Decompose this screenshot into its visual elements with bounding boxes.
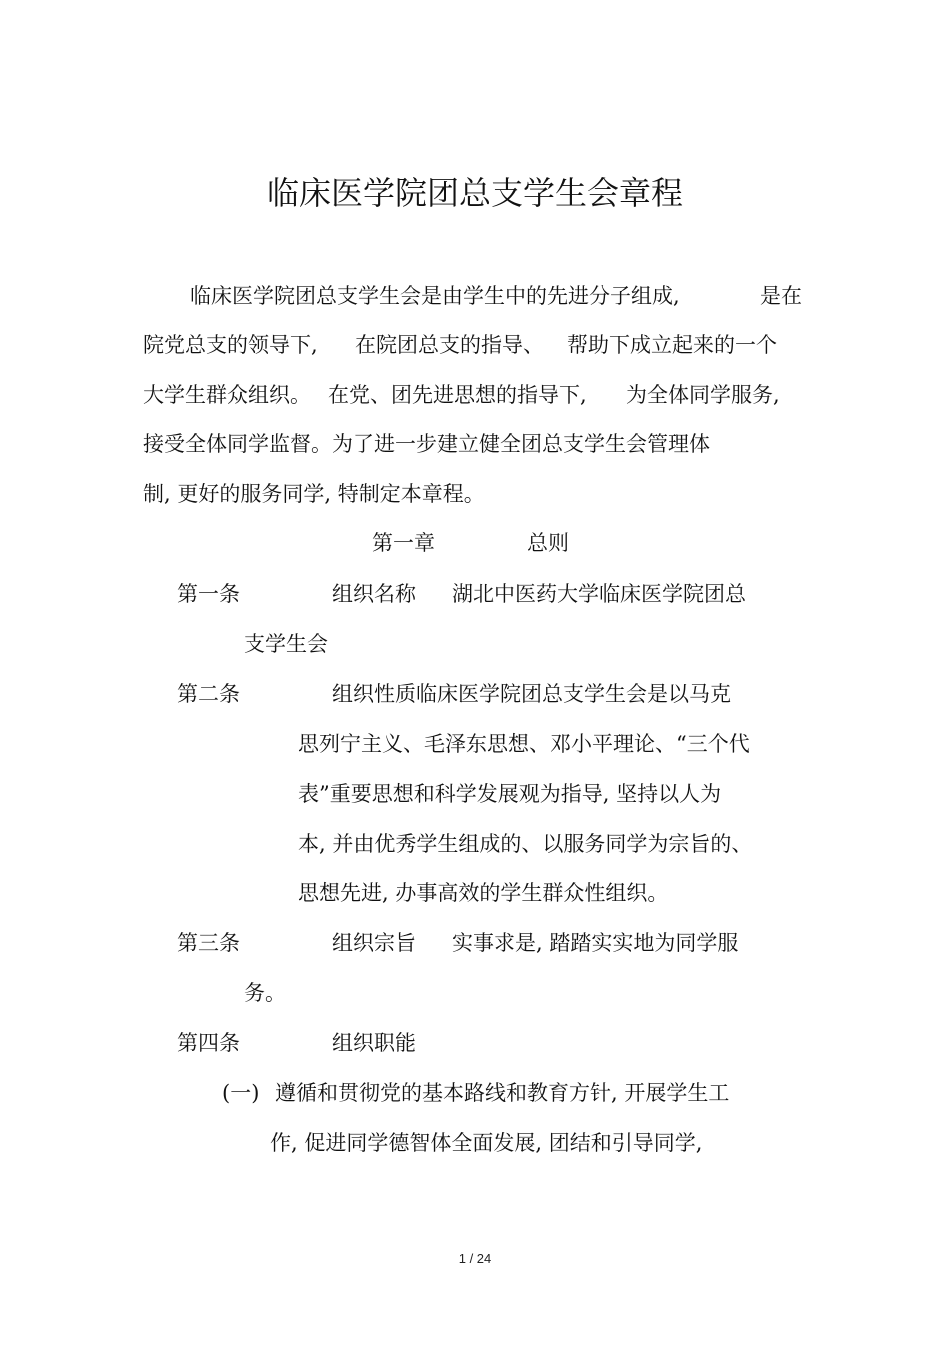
article-continuation: 务。 (244, 981, 286, 1005)
preamble-line-2b: 在院团总支的指导、 (355, 333, 544, 357)
article-text: 实事求是, 踏踏实实地为同学服 (452, 931, 739, 955)
preamble-line-4: 接受全体同学监督。为了进一步建立健全团总支学生会管理体 (143, 432, 710, 456)
chapter-name: 总则 (527, 531, 569, 555)
article-continuation: 本, 并由优秀学生组成的、以服务同学为宗旨的、 (298, 832, 753, 856)
article-number: 第三条 (177, 931, 240, 955)
chapter-number: 第一章 (372, 531, 435, 555)
preamble-line-3b: 在党、团先进思想的指导下, (328, 383, 587, 407)
article-continuation: 表”重要思想和科学发展观为指导, 坚持以人为 (298, 782, 722, 806)
item-text: 遵循和贯彻党的基本路线和教育方针, 开展学生工 (275, 1081, 730, 1105)
article-heading: 组织性质临床医学院团总支学生会是以马克 (332, 682, 731, 706)
article-heading: 组织职能 (332, 1031, 416, 1055)
preamble-line-3c: 为全体同学服务, (626, 383, 780, 407)
article-number: 第四条 (177, 1031, 240, 1055)
article-number: 第二条 (177, 682, 240, 706)
article-continuation: 思想先进, 办事高效的学生群众性组织。 (298, 881, 669, 905)
article-heading: 组织名称 (332, 582, 416, 606)
preamble-line-1a: 临床医学院团总支学生会是由学生中的先进分子组成, (190, 284, 680, 308)
preamble-line-2c: 帮助下成立起来的一个 (567, 333, 777, 357)
article-number: 第一条 (177, 582, 240, 606)
preamble-line-3a: 大学生群众组织。 (143, 383, 311, 407)
page-indicator: 1 / 24 (458, 1251, 492, 1266)
preamble-line-5: 制, 更好的服务同学, 特制定本章程。 (143, 482, 485, 506)
item-continuation: 作, 促进同学德智体全面发展, 团结和引导同学, (270, 1131, 703, 1155)
article-continuation: 支学生会 (244, 632, 328, 656)
document-title: 临床医学院团总支学生会章程 (266, 174, 683, 212)
item-marker: (一) (222, 1081, 260, 1105)
article-continuation: 思列宁主义、毛泽东思想、邓小平理论、“三个代 (298, 732, 750, 756)
article-text: 湖北中医药大学临床医学院团总 (452, 582, 746, 606)
preamble-line-2a: 院党总支的领导下, (143, 333, 318, 357)
article-heading: 组织宗旨 (332, 931, 416, 955)
preamble-line-1b: 是在 (760, 284, 802, 308)
